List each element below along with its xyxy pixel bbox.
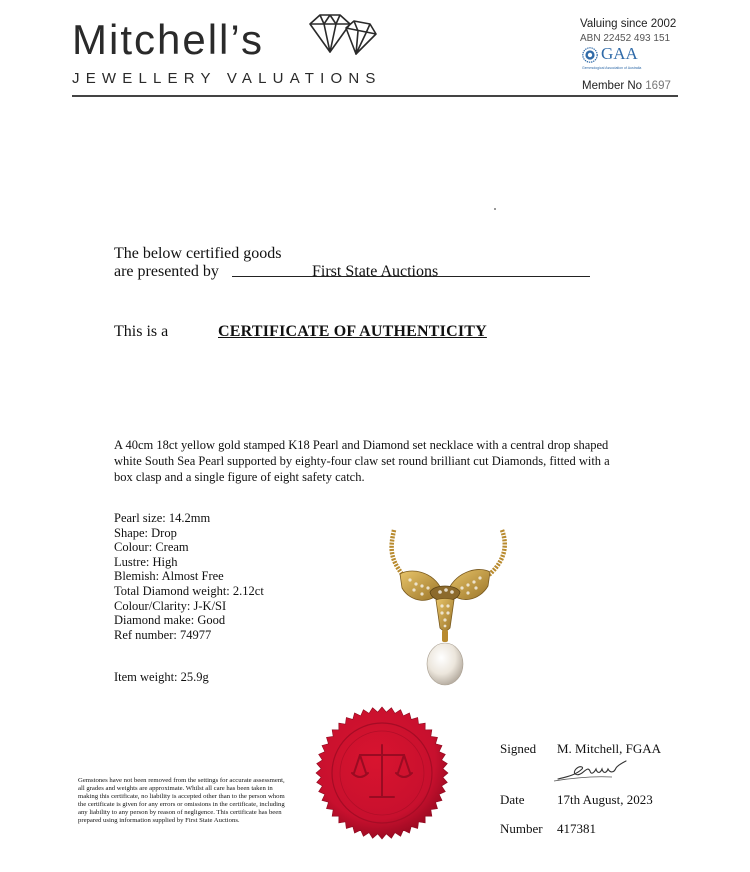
wax-seal-icon [314, 705, 450, 841]
necklace-photo [380, 528, 510, 688]
header-divider [72, 95, 678, 97]
member-number [582, 79, 671, 93]
signature-image [552, 757, 644, 783]
speck [494, 208, 496, 210]
gaa-subtitle: Gemmological Association of Australia [582, 66, 642, 70]
member-label: Member No [582, 80, 643, 92]
gaa-seal-icon [582, 47, 598, 63]
spec-item: Colour/Clarity: J-K/SI [114, 598, 227, 613]
item-weight: Item weight: 25.9g [114, 670, 209, 684]
signed-label: Signed [500, 741, 537, 756]
spec-item: Diamond make: Good [114, 613, 226, 628]
certificate-prefix: This is a [114, 323, 169, 340]
spec-list [114, 511, 264, 642]
disclaimer-text: Gemstones have not been removed from the settings for accurate assessment, all grades and weights are approximate. Whilst all care has been taken in making this certificate, no liability is accepted other than to the person whom the certificate is given for any errors or omissions in the certificate, including any liability to any person by reason of negligence. This certificate has been prepared using information supplied by First State Auctions. [78, 777, 285, 824]
spec-item: Shape: Drop [114, 525, 177, 540]
spec-item: Blemish: Almost Free [114, 569, 224, 584]
presenter-name: First State Auctions [312, 263, 439, 280]
number-value: 417381 [557, 821, 596, 836]
signed-value: M. Mitchell, FGAA [557, 741, 661, 756]
spec-item: Ref number: 74977 [114, 627, 212, 642]
certificate-title: CERTIFICATE OF AUTHENTICITY [218, 323, 487, 340]
spec-item: Colour: Cream [114, 540, 189, 555]
number-label: Number [500, 821, 543, 836]
intro-line-2: are presented by [114, 263, 219, 280]
abn-number: ABN 22452 493 151 [580, 33, 671, 44]
diamond-icon [306, 12, 380, 56]
gaa-logo-text: GAA [601, 44, 638, 63]
valuing-since: Valuing since 2002 [580, 18, 677, 30]
date-value: 17th August, 2023 [557, 792, 653, 807]
brand-tagline: JEWELLERY VALUATIONS [72, 70, 382, 87]
member-no-value: 1697 [645, 80, 671, 92]
spec-item: Lustre: High [114, 554, 178, 569]
intro-line-1: The below certified goods [114, 245, 282, 262]
spec-item: Total Diamond weight: 2.12ct [114, 583, 264, 598]
item-description: A 40cm 18ct yellow gold stamped K18 Pearl and Diamond set necklace with a central drop shaped white South Sea Pearl supported by eighty-four claw set round brilliant cut Diamonds, fitted with a box clasp and a single figure of eight safety catch. [114, 438, 610, 484]
spec-item: Pearl size: 14.2mm [114, 511, 211, 525]
brand-name: Mitchell’s [72, 16, 264, 63]
date-label: Date [500, 792, 525, 807]
